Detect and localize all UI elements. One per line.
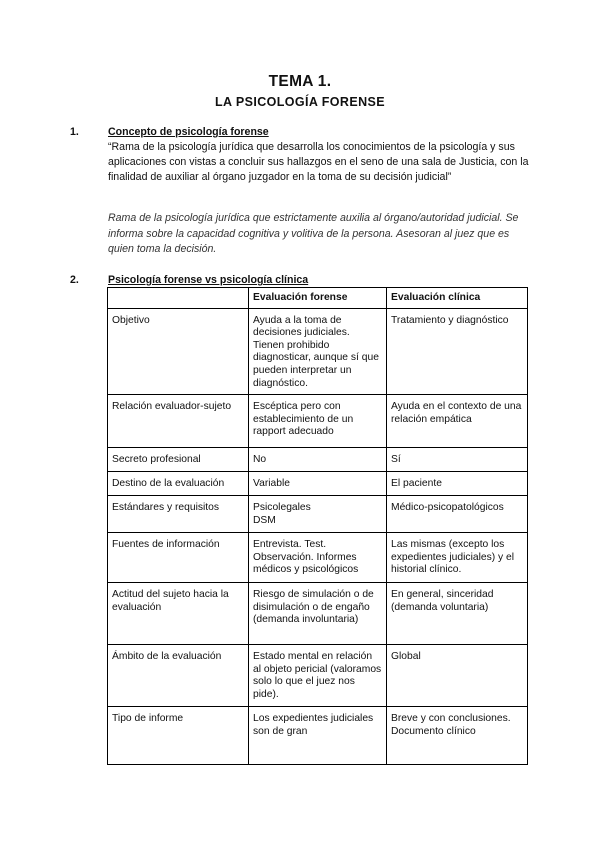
forense-cell: Variable [249,472,387,496]
row-label: Secreto profesional [108,448,249,472]
page-subtitle: LA PSICOLOGÍA FORENSE [215,95,385,109]
section-2-heading: Psicología forense vs psicología clínica [108,274,309,286]
clinica-cell: Médico-psicopatológicos [387,496,528,533]
clinica-cell: El paciente [387,472,528,496]
clinica-cell: Global [387,645,528,707]
section-2-number: 2. [70,274,79,286]
section-1-heading: Concepto de psicología forense [108,126,269,138]
forense-cell: Escéptica pero con establecimiento de un rapport adecuado [249,395,387,448]
page-title: TEMA 1. [268,73,332,90]
comparison-table [107,287,528,765]
row-label: Estándares y requisitos [108,496,249,533]
table-row [108,533,528,583]
table-row [108,583,528,645]
table-row [108,496,528,533]
definition-quote: “Rama de la psicología jurídica que desarrolla los conocimientos de la psicología y sus aplicaciones con vistas a concluir sus hallazgos en el seno de una sala de Justicia, con la finalidad de auxiliar al órgano juzgador en la toma de su decisión judicial” [108,141,529,183]
table-row [108,448,528,472]
row-label: Objetivo [108,308,249,395]
forense-cell: No [249,448,387,472]
section-1 [70,125,529,185]
row-label: Destino de la evaluación [108,472,249,496]
clinica-cell: En general, sinceridad (demanda voluntaria) [387,583,528,645]
section-1-number: 1. [70,126,79,138]
forense-cell: Estado mental en relación al objeto pericial (valoramos solo lo que el juez nos pide). [249,645,387,707]
forense-cell: Entrevista. Test. Observación. Informes médicos y psicológicos [249,533,387,583]
clinica-cell: Las mismas (excepto los expedientes judiciales) y el historial clínico. [387,533,528,583]
table-row [108,472,528,496]
row-label: Fuentes de información [108,533,249,583]
row-label: Ámbito de la evaluación [108,645,249,707]
section-2 [70,273,519,287]
header-cell-forense: Evaluación forense [249,288,387,309]
forense-cell: Los expedientes judiciales son de gran [249,707,387,765]
row-label: Tipo de informe [108,707,249,765]
forense-cell: Riesgo de simulación o de disimulación o de engaño (demanda involuntaria) [249,583,387,645]
clinica-cell: Breve y con conclusiones. Documento clínico [387,707,528,765]
clinica-cell: Ayuda en el contexto de una relación empática [387,395,528,448]
table-row [108,395,528,448]
table-row [108,645,528,707]
table-row [108,707,528,765]
definition-note: Rama de la psicología jurídica que estrictamente auxilia al órgano/autoridad judicial. Se informa sobre la capacidad cognitiva y volitiva de la persona. Asesoran al juez que es quien toma la decisión. [108,212,519,255]
table-row [108,308,528,395]
header-cell-empty [108,288,249,309]
forense-cell: Ayuda a la toma de decisiones judiciales. Tienen prohibido diagnosticar, aunque sí que pueden interpretar un diagnóstico. [249,308,387,395]
forense-cell: Psicolegales DSM [249,496,387,533]
row-label: Relación evaluador-sujeto [108,395,249,448]
clinica-cell: Sí [387,448,528,472]
row-label: Actitud del sujeto hacia la evaluación [108,583,249,645]
header-cell-clinica: Evaluación clínica [387,288,528,309]
clinica-cell: Tratamiento y diagnóstico [387,308,528,395]
table-header-row [108,288,528,309]
